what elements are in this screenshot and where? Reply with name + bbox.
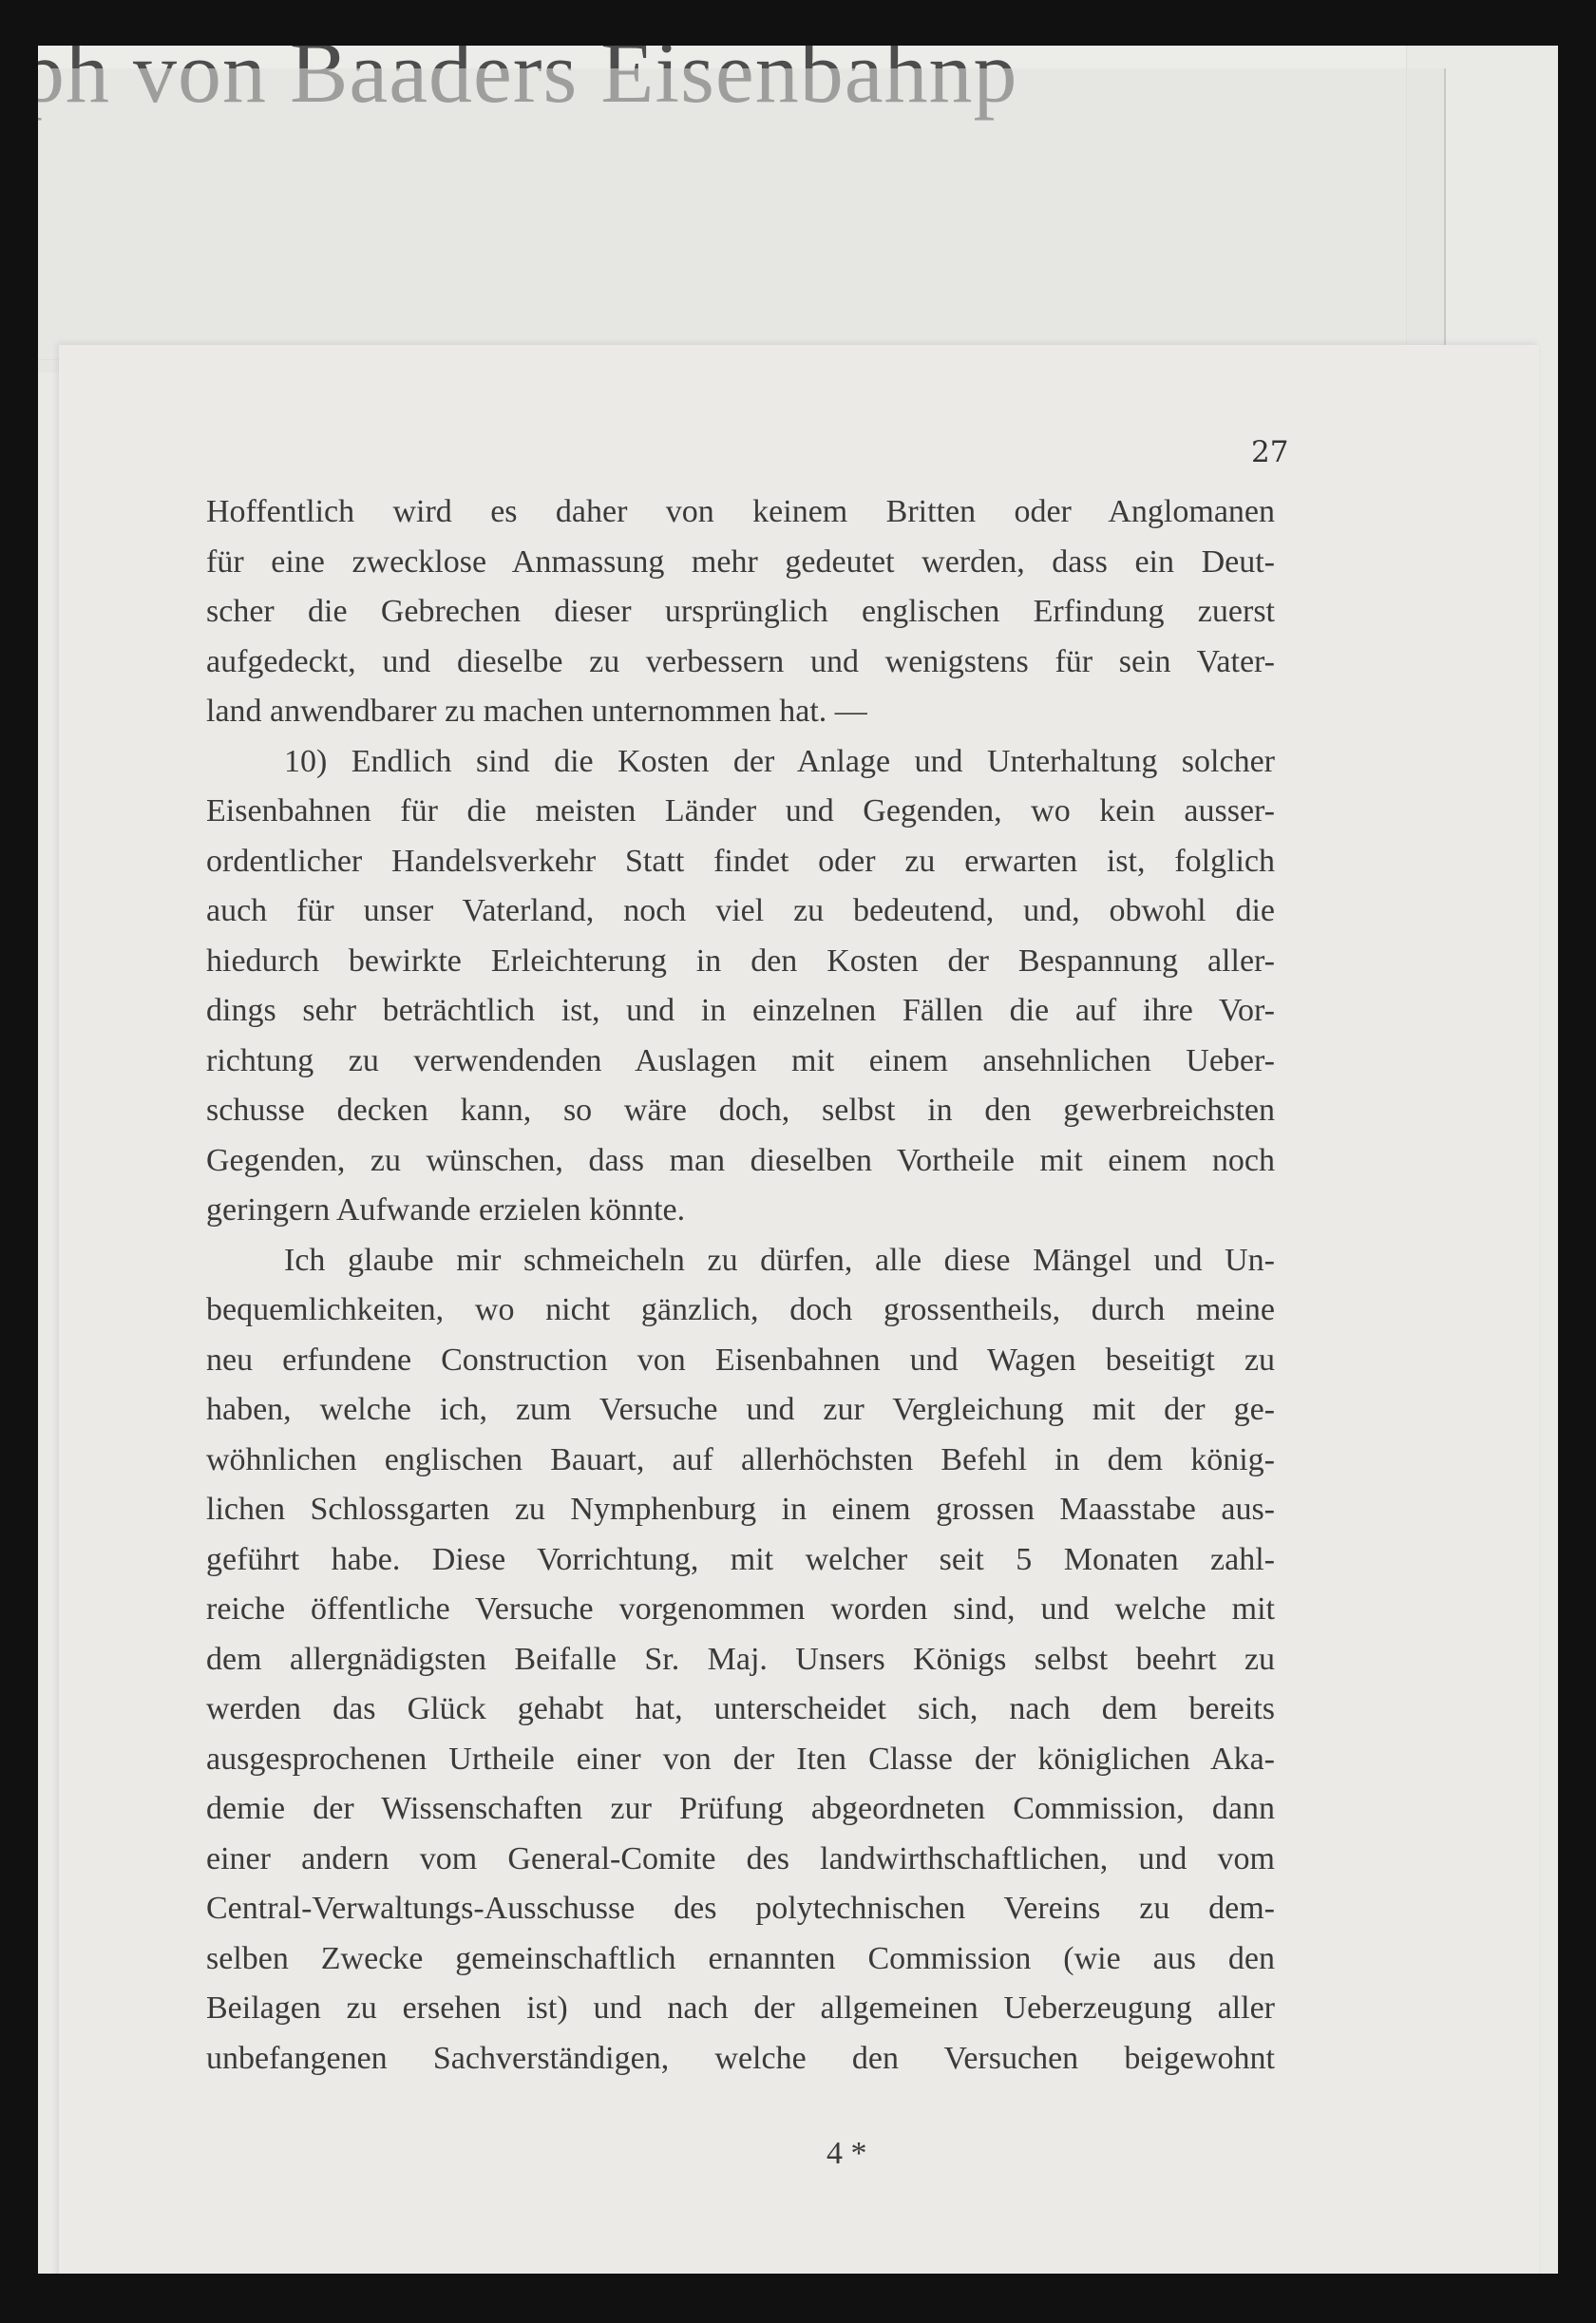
text-line: einer andern vom General-Comite des landwirthschaftlichen, und vom xyxy=(206,1840,1275,1876)
text-line: selben Zwecke gemeinschaftlich ernannten Commission (wie aus den xyxy=(206,1940,1275,1976)
text-line: hiedurch bewirkte Erleichterung in den Kosten der Bespannung aller- xyxy=(206,943,1275,979)
text-line: werden das Glück gehabt hat, unterscheidet sich, nach dem bereits xyxy=(206,1691,1275,1726)
text-line: demie der Wissenschaften zur Prüfung abgeordneten Commission, dann xyxy=(206,1791,1275,1826)
text-line: unbefangenen Sachverständigen, welche den Versuchen beigewohnt xyxy=(206,2040,1275,2076)
text-line: aufgedeckt, und dieselbe zu verbessern und wenigstens für sein Vater- xyxy=(206,643,1275,679)
text-line: auch für unser Vaterland, noch viel zu bedeutend, und, obwohl die xyxy=(206,893,1275,928)
text-line: geringern Aufwande erzielen könnte. xyxy=(206,1192,686,1228)
text-line: haben, welche ich, zum Versuche und zur Vergleichung mit der ge- xyxy=(206,1392,1275,1427)
text-line: dings sehr beträchtlich ist, und in einzelnen Fällen die auf ihre Vor- xyxy=(206,993,1275,1028)
text-line: Hoffentlich wird es daher von keinem Britten oder Anglomanen xyxy=(206,494,1275,529)
text-line: Beilagen zu ersehen ist) und nach der allgemeinen Ueberzeugung aller xyxy=(206,1990,1275,2026)
text-line: Eisenbahnen für die meisten Länder und Gegenden, wo kein ausser- xyxy=(206,793,1275,828)
page-number: 27 xyxy=(1251,435,1289,469)
text-line: reiche öffentliche Versuche vorgenommen worden sind, und welche mit xyxy=(206,1591,1275,1627)
book-page xyxy=(59,345,1539,2274)
text-line: neu erfundene Construction von Eisenbahnen und Wagen beseitigt zu xyxy=(206,1342,1275,1378)
text-line: ordentlicher Handelsverkehr Statt findet oder zu erwarten ist, folglich xyxy=(206,843,1275,879)
text-line: Ich glaube mir schmeicheln zu dürfen, alle diese Mängel und Un- xyxy=(284,1242,1275,1278)
text-line: Gegenden, zu wünschen, dass man dieselben Vortheile mit einem noch xyxy=(206,1142,1275,1178)
text-line: schusse decken kann, so wäre doch, selbst in den gewerbreichsten xyxy=(206,1093,1275,1128)
text-line: geführt habe. Diese Vorrichtung, mit welcher seit 5 Monaten zahl- xyxy=(206,1541,1275,1577)
photo-scene xyxy=(38,46,1558,2274)
text-line: scher die Gebrechen dieser ursprünglich englischen Erfindung zuerst xyxy=(206,594,1275,629)
text-line: dem allergnädigsten Beifalle Sr. Maj. Unsers Königs selbst beehrt zu xyxy=(206,1641,1275,1677)
text-line: richtung zu verwendenden Auslagen mit einem ansehnlichen Ueber- xyxy=(206,1042,1275,1078)
text-line: wöhnlichen englischen Bauart, auf allerhöchsten Befehl in dem könig- xyxy=(206,1441,1275,1477)
text-line: land anwendbarer zu machen unternommen hat. — xyxy=(206,694,867,729)
text-line: ausgesprochenen Urtheile einer von der Iten Classe der königlichen Aka- xyxy=(206,1741,1275,1777)
text-line: für eine zwecklose Anmassung mehr gedeutet werden, dass ein Deut- xyxy=(206,543,1275,580)
signature-mark: 4 * xyxy=(826,2136,867,2171)
text-line: lichen Schlossgarten zu Nymphenburg in einem grossen Maasstabe aus- xyxy=(206,1492,1275,1527)
translucent-cover-sheet xyxy=(38,68,1446,372)
text-line: bequemlichkeiten, wo nicht gänzlich, doch grossentheils, durch meine xyxy=(206,1292,1275,1327)
text-line: 10) Endlich sind die Kosten der Anlage und Unterhaltung solcher xyxy=(284,743,1275,779)
body-text xyxy=(206,487,1275,2084)
text-line: Central-Verwaltungs-Ausschusse des polytechnischen Vereins zu dem- xyxy=(206,1891,1275,1926)
